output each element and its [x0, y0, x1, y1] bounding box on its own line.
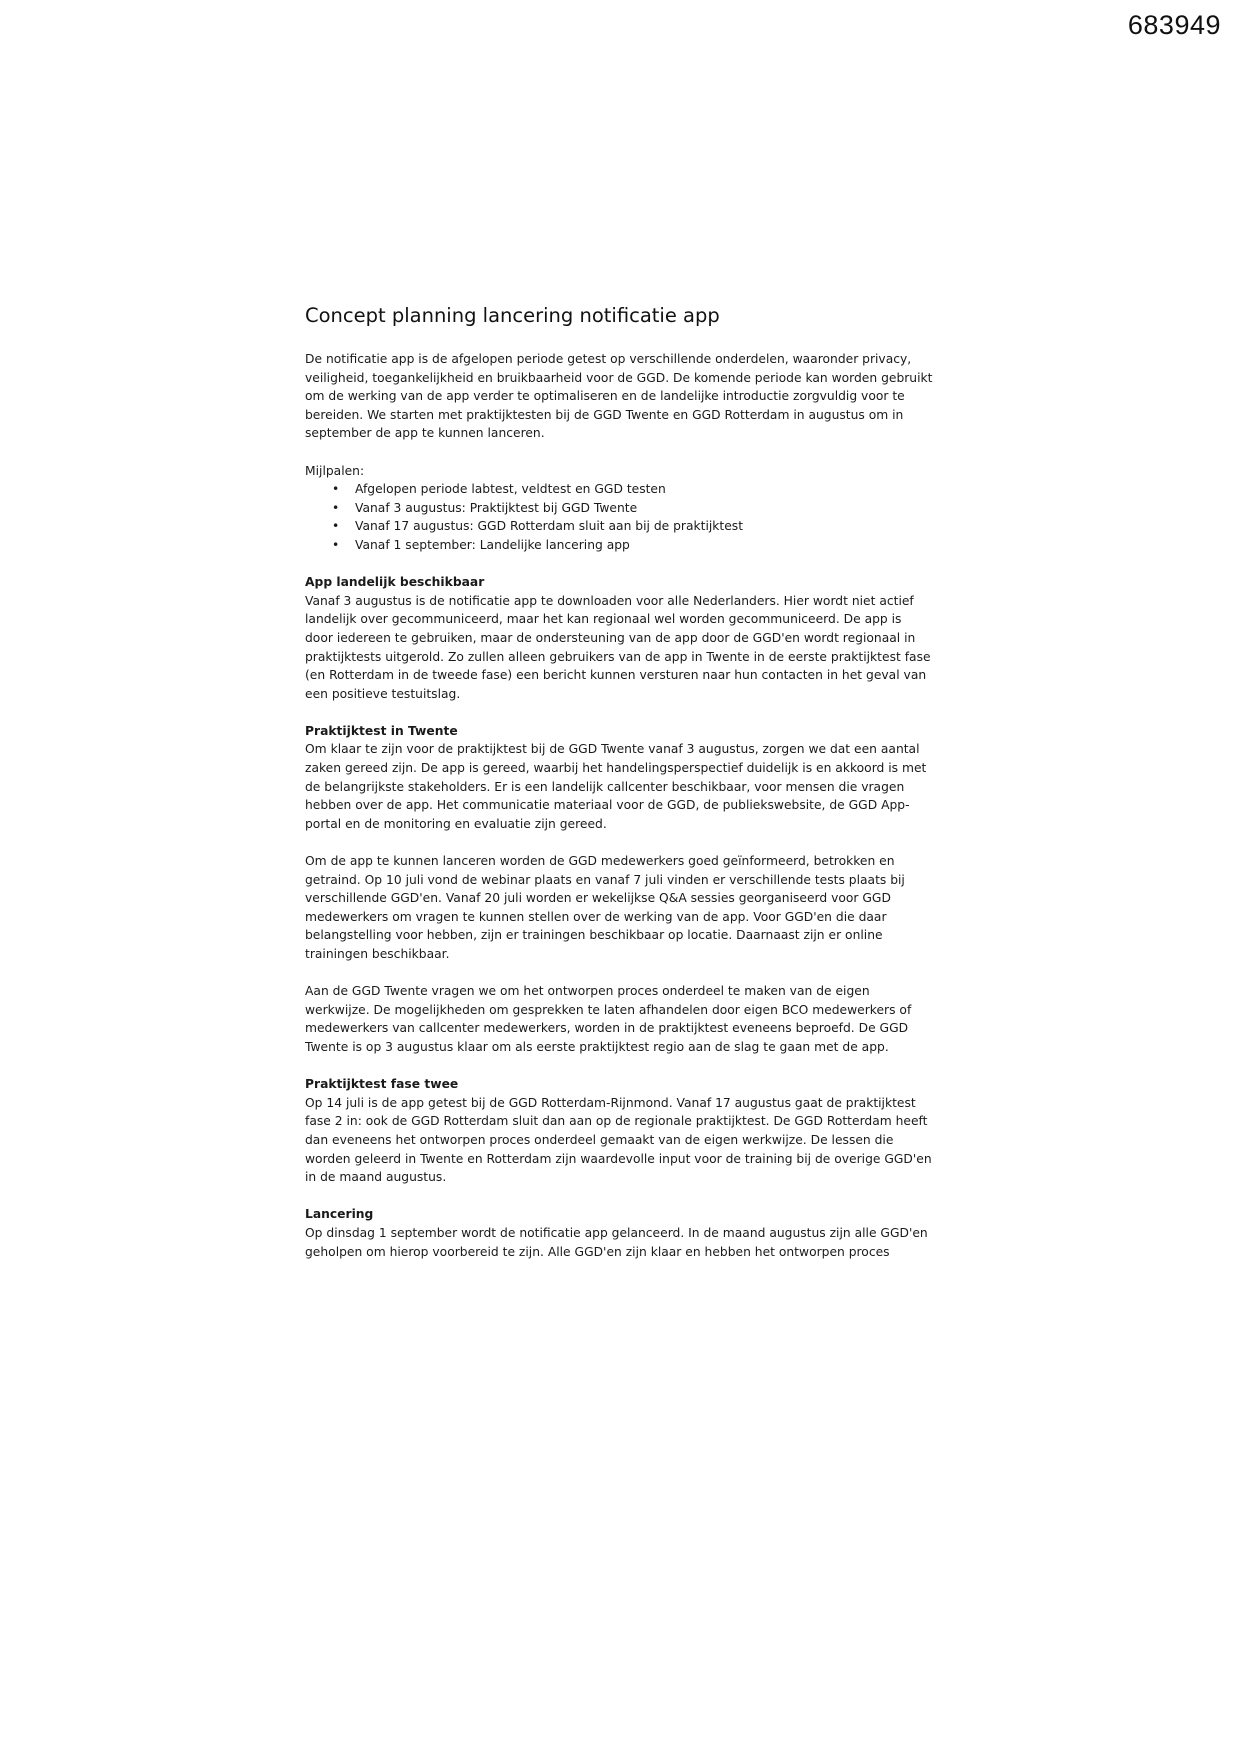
- section-paragraph: Vanaf 3 augustus is de notificatie app te downloaden voor alle Nederlanders. Hier wordt niet actief landelijk over gecommuniceerd, maar het kan regionaal wel worden gecommuniceerd. De app is door iedereen te gebruiken, maar de ondersteuning van de app door de GGD'en wordt regionaal in praktijktests uitgerold. Zo zullen alleen gebruikers van de app in Twente in de eerste praktijktest fase (en Rotterdam in de tweede fase) een bericht kunnen versturen naar hun contacten in het geval van een positieve testuitslag.: [305, 593, 931, 701]
- section-heading-app-landelijk: App landelijk beschikbaar: [305, 575, 485, 590]
- document-id: 683949: [1127, 10, 1221, 40]
- section-heading-lancering: Lancering: [305, 1207, 374, 1222]
- bullet-icon: •: [332, 519, 340, 534]
- section-paragraph: Op 14 juli is de app getest bij de GGD Rotterdam-Rijnmond. Vanaf 17 augustus gaat de praktijktest fase 2 in: ook de GGD Rotterdam sluit dan aan op de regionale praktijktest. De GGD Rotterdam heeft dan eveneens het ontworpen proces onderdeel gemaakt van de eigen werkwijze. De lessen die worden geleerd in Twente en Rotterdam zijn waardevolle input voor de training bij de overige GGD'en in de maand augustus.: [305, 1095, 932, 1185]
- intro-paragraph: De notificatie app is de afgelopen periode getest op verschillende onderdelen, waaronder privacy, veiligheid, toegankelijkheid en bruikbaarheid voor de GGD. De komende periode kan worden gebruikt om de werking van de app verder te optimaliseren en de landelijke introductie zorgvuldig voor te bereiden. We starten met praktijktesten bij de GGD Twente en GGD Rotterdam in augustus om in september de app te kunnen lanceren.: [305, 352, 933, 441]
- milestone-item: [305, 517, 933, 536]
- document-page: [305, 303, 933, 1261]
- section-paragraph: Om klaar te zijn voor de praktijktest bij de GGD Twente vanaf 3 augustus, zorgen we dat een aantal zaken gereed zijn. De app is gereed, waarbij het handelingsperspectief duidelijk is en akkoord is met de belangrijkste stakeholders. Er is een landelijk callcenter beschikbaar, voor mensen die vragen hebben over de app. Het communicatie materiaal voor de GGD, de publiekswebsite, de GGD App-portal en de monitoring en evaluatie zijn gereed.: [305, 742, 927, 831]
- milestones-list: [305, 480, 933, 554]
- bullet-icon: •: [332, 500, 340, 515]
- section-paragraph: Op dinsdag 1 september wordt de notificatie app gelanceerd. In de maand augustus zijn alle GGD'en geholpen om hierop voorbereid te zijn. Alle GGD'en zijn klaar en hebben het ontworpen proces: [305, 1225, 928, 1259]
- section-paragraph: Om de app te kunnen lanceren worden de GGD medewerkers goed geïnformeerd, betrokken en getraind. Op 10 juli vond de webinar plaats en vanaf 7 juli vinden er verschillende tests plaats bij verschillende GGD'en. Vanaf 20 juli worden er wekelijkse Q&A sessies georganiseerd voor GGD medewerkers om vragen te kunnen stellen over de werking van de app. Voor GGD'en die daar belangstelling voor hebben, zijn er trainingen beschikbaar op locatie. Daarnaast zijn er online trainingen beschikbaar.: [305, 854, 905, 961]
- milestone-item: [305, 499, 933, 518]
- section-heading-praktijktest-twente: Praktijktest in Twente: [305, 723, 458, 738]
- bullet-icon: •: [332, 482, 340, 497]
- milestone-text: Vanaf 1 september: Landelijke lancering app: [355, 537, 630, 552]
- milestone-text: Afgelopen periode labtest, veldtest en GGD testen: [355, 482, 666, 497]
- section-paragraph: Aan de GGD Twente vragen we om het ontworpen proces onderdeel te maken van de eigen werkwijze. De mogelijkheden om gesprekken te laten afhandelen door eigen BCO medewerkers of medewerkers van callcenter medewerkers, worden in de praktijktest eveneens beproefd. De GGD Twente is op 3 augustus klaar om als eerste praktijktest regio aan de slag te gaan met de app.: [305, 984, 912, 1054]
- milestone-item: [305, 480, 933, 499]
- milestone-text: Vanaf 17 augustus: GGD Rotterdam sluit aan bij de praktijktest: [355, 519, 744, 534]
- document-title: Concept planning lancering notificatie app: [305, 304, 720, 327]
- milestone-text: Vanaf 3 augustus: Praktijktest bij GGD Twente: [355, 500, 638, 515]
- bullet-icon: •: [332, 537, 340, 552]
- milestone-item: [305, 536, 933, 555]
- section-heading-fase-twee: Praktijktest fase twee: [305, 1077, 459, 1092]
- milestones-heading: Mijlpalen:: [305, 463, 365, 478]
